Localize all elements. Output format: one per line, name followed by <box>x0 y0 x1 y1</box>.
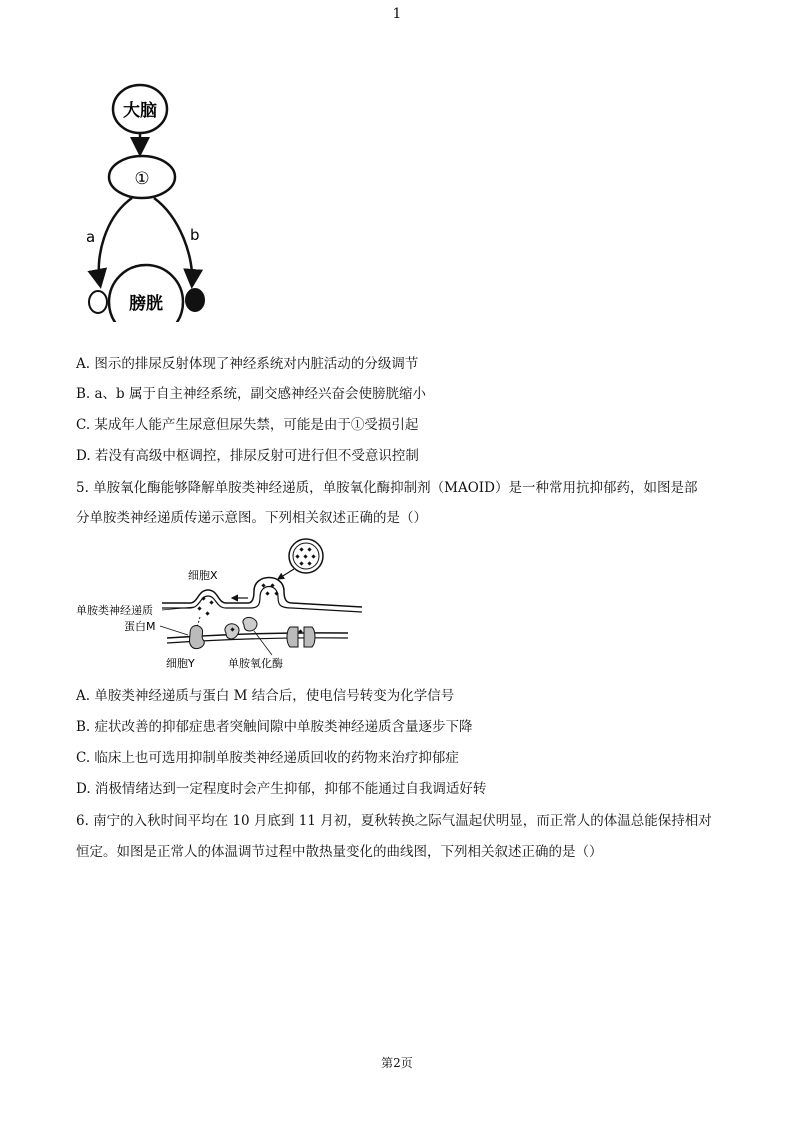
q4-option-c: C. 某成年人能产生尿意但尿失禁，可能是由于①受损引起 <box>76 417 419 433</box>
label-cell-x: 细胞X <box>188 569 218 582</box>
q6-stem-line1: 6. 南宁的入秋时间平均在 10 月底到 11 月初，夏秋转换之际气温起伏明显，而正常人的体温总能保持相对 <box>76 813 712 829</box>
brain-label: 大脑 <box>123 101 157 121</box>
mao-enzyme-2 <box>243 617 257 631</box>
synapse-diagram <box>72 535 362 675</box>
effector-filled <box>186 289 204 311</box>
label-cell-y: 细胞Y <box>166 657 195 670</box>
q5-option-a: A. 单胺类神经递质与蛋白 M 结合后，使电信号转变为化学信号 <box>76 688 455 704</box>
page-footer: 第2页 <box>381 1056 413 1070</box>
effector-open <box>89 291 107 313</box>
q5-option-d: D. 消极情绪达到一定程度时会产生抑郁，抑郁不能通过自我调适好转 <box>76 781 487 797</box>
q4-option-d: D. 若没有高级中枢调控，排尿反射可进行但不受意识控制 <box>76 448 419 464</box>
label-mao: 单胺氧化酶 <box>228 657 283 670</box>
label-protein-m: 蛋白M <box>124 620 156 633</box>
q5-option-c: C. 临床上也可选用抑制单胺类神经递质回收的药物来治疗抑郁症 <box>76 750 459 766</box>
q5-stem-line1: 5. 单胺氧化酶能够降解单胺类神经递质，单胺氧化酶抑制剂（MAOID）是一种常用抗抑郁药，如图是部 <box>76 480 698 496</box>
label-transmitter: 单胺类神经递质 <box>76 604 153 617</box>
q6-stem-line2: 恒定。如图是正常人的体温调节过程中散热量变化的曲线图，下列相关叙述正确的是（） <box>76 844 603 860</box>
q4-option-b: B. a、b 属于自主神经系统，副交感神经兴奋会使膀胱缩小 <box>76 386 426 402</box>
center-label: ① <box>134 169 150 189</box>
bladder-label: 膀胱 <box>129 294 163 314</box>
path-a-label: a <box>86 228 96 246</box>
page-number-top: 1 <box>392 6 402 22</box>
q5-option-b: B. 症状改善的抑郁症患者突触间隙中单胺类神经递质含量逐步下降 <box>76 719 473 735</box>
reflex-diagram <box>80 82 220 322</box>
protein-m-receptor <box>190 626 205 649</box>
q4-option-a: A. 图示的排尿反射体现了神经系统对内脏活动的分级调节 <box>76 356 419 372</box>
q5-stem-line2: 分单胺类神经递质传递示意图。下列相关叙述正确的是（） <box>76 510 427 526</box>
mao-enzyme-1 <box>225 624 239 639</box>
path-b-label: b <box>190 226 200 244</box>
